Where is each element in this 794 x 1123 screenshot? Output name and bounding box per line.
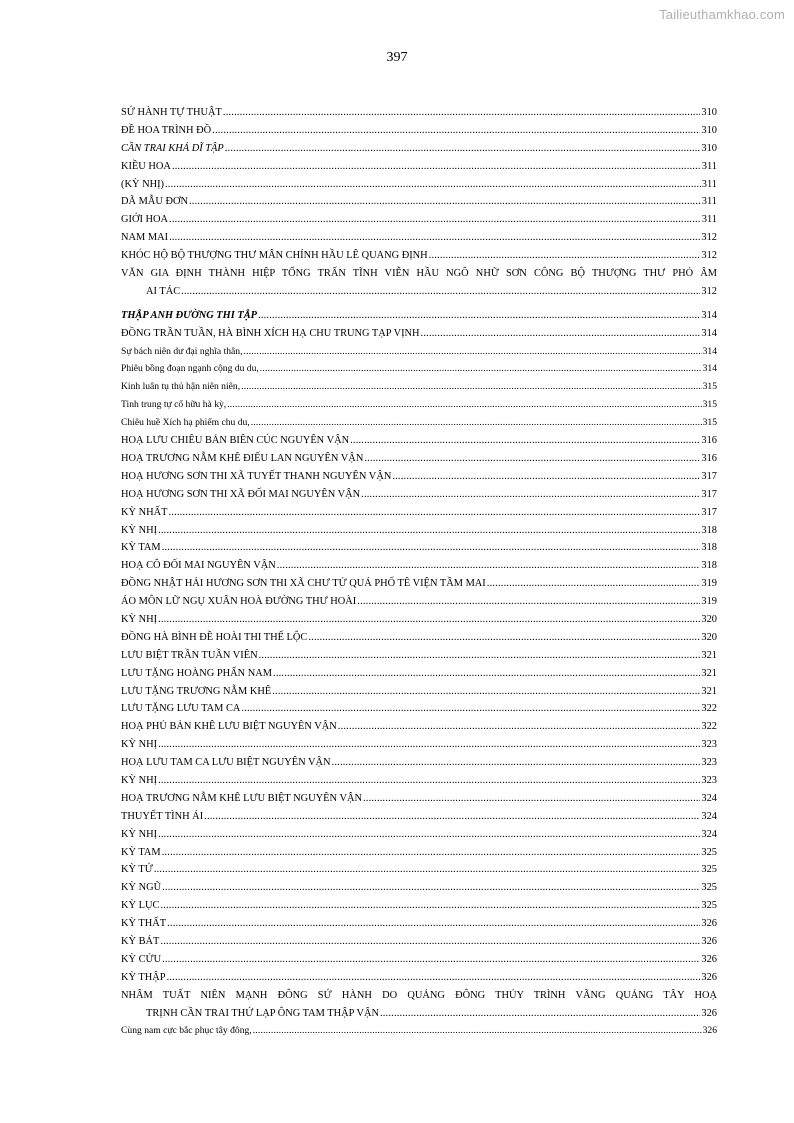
toc-entry[interactable] [121, 718, 717, 736]
toc-entry-page: 320 [701, 631, 717, 643]
toc-entry-title: KỲ NHỊ [121, 774, 158, 786]
toc-entry-page: 310 [701, 142, 717, 154]
watermark: Tailieuthamkhao.com [659, 7, 785, 22]
toc-entry-title: KỲ NHỊ [121, 828, 158, 840]
toc-entry[interactable] [121, 754, 717, 772]
toc-entry-page: 321 [701, 685, 717, 697]
toc-entry-page: 311 [701, 178, 717, 190]
dot-leader [158, 611, 700, 629]
toc-entry-title: ĐỀ HOA TRÌNH ĐỒ [121, 124, 212, 136]
toc-entry-page: 325 [701, 900, 717, 912]
toc-entry-page: 317 [701, 506, 717, 518]
dot-leader [332, 754, 701, 772]
toc-entry[interactable] [121, 969, 717, 987]
dot-leader [277, 557, 701, 575]
toc-entry-title: LƯU TẶNG HOÀNG PHẤN NAM [121, 667, 273, 679]
toc-entry-page: 315 [702, 399, 717, 411]
toc-entry-page: 310 [701, 124, 717, 136]
dot-leader [158, 736, 700, 754]
dot-leader [260, 360, 702, 378]
toc-entry-page: 312 [701, 250, 717, 262]
toc-entry-page: 326 [701, 953, 717, 965]
toc-entry[interactable] [121, 987, 717, 1023]
toc-entry[interactable] [121, 140, 717, 158]
toc-entry-page: 318 [701, 524, 717, 536]
toc-entry-title: LƯU TẶNG LƯU TAM CA [121, 703, 241, 715]
dot-leader [225, 140, 701, 158]
toc-entry[interactable] [121, 450, 717, 468]
dot-leader [223, 104, 701, 122]
toc-entry-page: 323 [701, 739, 717, 751]
toc-entry[interactable] [121, 325, 717, 343]
dot-leader [212, 122, 700, 140]
toc-entry-page: 325 [701, 882, 717, 894]
toc-entry[interactable] [121, 522, 717, 540]
dot-leader [167, 915, 700, 933]
toc-entry-page: 326 [701, 971, 717, 983]
toc-entry-title: NHÂM TUẤT NIÊN MẠNH ĐÔNG SỨ HÀNH DO QUẢNG ĐÔNG THỦY TRÌNH VÃNG QUẢNG TÂY HOẠ [121, 989, 717, 1001]
toc-entry-page: 321 [701, 649, 717, 661]
toc-entry-title: HOẠ TRƯƠNG NẪM KHÊ ĐIẾU LAN NGUYÊN VẬN [121, 452, 364, 464]
toc-entry[interactable] [121, 629, 717, 647]
dot-leader [227, 396, 701, 414]
toc-entry[interactable] [121, 229, 717, 247]
toc-entry-page: 317 [701, 470, 717, 482]
toc-entry-page: 318 [701, 542, 717, 554]
dot-leader [392, 468, 700, 486]
toc-entry[interactable] [121, 122, 717, 140]
toc-entry-title: KỲ NHỊ [121, 613, 158, 625]
toc-entry-page: 314 [702, 345, 717, 357]
toc-entry-page: 325 [701, 846, 717, 858]
toc-entry[interactable] [121, 736, 717, 754]
dot-leader [380, 1005, 700, 1023]
table-of-contents [121, 104, 717, 1040]
toc-entry-page: 322 [701, 721, 717, 733]
dot-leader [162, 879, 700, 897]
toc-entry[interactable] [121, 611, 717, 629]
toc-entry[interactable] [121, 808, 717, 826]
toc-entry[interactable] [121, 247, 717, 265]
toc-entry-title: KHÓC HỘ BỘ THƯỢNG THƯ MÂN CHÍNH HẦU LÊ QUANG ĐỊNH [121, 250, 428, 262]
toc-entry-title: KỲ NHẤT [121, 506, 168, 518]
toc-entry-title: KỲ THẬP [121, 971, 166, 983]
toc-entry-title: GIỚI HOA [121, 214, 169, 226]
toc-entry[interactable] [121, 790, 717, 808]
toc-entry-page: 326 [701, 1007, 717, 1019]
toc-entry-page: 317 [701, 488, 717, 500]
toc-entry-page: 314 [701, 327, 717, 339]
toc-entry-title: KỲ NHỊ [121, 739, 158, 751]
dot-leader [189, 193, 701, 211]
toc-entry-page: 321 [701, 667, 717, 679]
dot-leader [172, 158, 701, 176]
toc-entry[interactable] [121, 158, 717, 176]
toc-entry[interactable] [121, 1022, 717, 1040]
toc-entry-title: KỲ NHỊ [121, 524, 158, 536]
toc-entry-page: 312 [701, 285, 717, 297]
dot-leader [154, 861, 701, 879]
toc-entry-title: Phiêu bồng đoạn ngạnh cộng du du, [121, 363, 259, 375]
toc-entry-title: THUYẾT TÌNH ÁI [121, 810, 204, 822]
dot-leader [165, 176, 701, 194]
toc-entry-page: 319 [701, 596, 717, 608]
dot-leader [253, 1022, 702, 1040]
dot-leader [487, 575, 701, 593]
toc-entry-title: HOẠ PHỦ BẢN KHÊ LƯU BIỆT NGUYÊN VẬN [121, 721, 337, 733]
toc-entry-title: CẦN TRAI KHẢ DĨ TẬP [121, 142, 224, 154]
toc-entry[interactable] [121, 772, 717, 790]
toc-entry-page: 310 [701, 107, 717, 118]
toc-entry-title: HOẠ LƯU TAM CA LƯU BIỆT NGUYÊN VẬN [121, 757, 331, 769]
toc-entry-page: 324 [701, 792, 717, 804]
toc-entry-title: HOẠ TRƯƠNG NẪM KHÊ LƯU BIỆT NGUYÊN VẬN [121, 792, 362, 804]
dot-leader [363, 790, 700, 808]
toc-entry-title: ĐỒNG HÀ BÌNH ĐỀ HOÀI THI THẾ LỘC [121, 631, 308, 643]
toc-entry[interactable] [121, 396, 717, 414]
toc-entry[interactable] [121, 265, 717, 301]
dot-leader [158, 772, 700, 790]
toc-entry-page: 319 [701, 578, 717, 590]
toc-entry-page: 311 [701, 196, 717, 208]
toc-entry[interactable] [121, 378, 717, 396]
toc-entry-title: KỲ LỤC [121, 900, 160, 912]
toc-entry-page: 316 [701, 452, 717, 464]
dot-leader [160, 933, 700, 951]
toc-entry-title: Sự bách niên dư đại nghĩa thân, [121, 345, 243, 357]
toc-entry-title: KỲ TAM [121, 846, 161, 858]
toc-entry[interactable] [121, 951, 717, 969]
toc-entry-title: KỲ BÁT [121, 935, 160, 947]
toc-entry-title: KỲ THẤT [121, 918, 167, 930]
toc-entry[interactable] [121, 933, 717, 951]
toc-entry[interactable] [121, 700, 717, 718]
toc-entry[interactable] [121, 307, 717, 325]
toc-entry-page: 312 [701, 232, 717, 244]
toc-entry-title: KIỀU HOA [121, 160, 171, 172]
toc-entry[interactable] [121, 104, 717, 122]
toc-entry-page: 326 [701, 918, 717, 930]
toc-entry-title: SỨ HÀNH TỰ THUẬT [121, 107, 222, 118]
dot-leader [162, 844, 701, 862]
dot-leader [241, 700, 700, 718]
toc-entry-title: Chiêu huề Xích hạ phiếm chu du, [121, 417, 250, 429]
toc-entry[interactable] [121, 211, 717, 229]
toc-entry-page: 322 [701, 703, 717, 715]
toc-entry-title: DÃ MẪU ĐƠN [121, 196, 188, 208]
toc-entry[interactable] [121, 879, 717, 897]
toc-entry-title: LƯU BIỆT TRẦN TUẦN VIÊN [121, 649, 258, 661]
toc-entry[interactable] [121, 360, 717, 378]
toc-entry-page: 311 [701, 214, 717, 226]
dot-leader [364, 450, 700, 468]
dot-leader [350, 432, 700, 450]
toc-entry[interactable] [121, 193, 717, 211]
toc-entry-page: 325 [701, 864, 717, 876]
toc-entry-title: HOẠ LƯU CHIÊU BẢN BIÊN CÚC NGUYÊN VẬN [121, 435, 350, 447]
toc-entry[interactable] [121, 486, 717, 504]
toc-entry-page: 314 [701, 309, 717, 321]
dot-leader [361, 486, 700, 504]
toc-entry-title: Kinh luân tụ thủ hận niên niên, [121, 381, 241, 393]
dot-leader [168, 504, 700, 522]
toc-entry[interactable] [121, 343, 717, 361]
toc-entry[interactable] [121, 683, 717, 701]
toc-entry-title: HOẠ HƯƠNG SƠN THI XÃ ĐỐI MAI NGUYÊN VẬN [121, 488, 361, 500]
dot-leader [259, 647, 701, 665]
toc-entry[interactable] [121, 468, 717, 486]
toc-entry[interactable] [121, 504, 717, 522]
toc-entry-title: HOẠ CÔ ĐỐI MAI NGUYÊN VẬN [121, 560, 276, 572]
toc-entry[interactable] [121, 826, 717, 844]
dot-leader [308, 629, 700, 647]
toc-entry-title-continued: AI TÁC [146, 285, 181, 297]
dot-leader [204, 808, 700, 826]
dot-leader [272, 683, 700, 701]
toc-entry-title: Tinh trung tự cổ hữu hà kỳ, [121, 399, 227, 411]
toc-entry[interactable] [121, 539, 717, 557]
toc-entry-title: HOẠ HƯƠNG SƠN THI XÃ TUYẾT THANH NGUYÊN VẬN [121, 470, 392, 482]
toc-entry[interactable] [121, 176, 717, 194]
dot-leader [167, 969, 701, 987]
toc-entry-page: 318 [701, 560, 717, 572]
toc-entry-title: NAM MAI [121, 232, 169, 244]
toc-entry-page: 314 [702, 363, 717, 375]
dot-leader [244, 343, 702, 361]
dot-leader [251, 414, 702, 432]
toc-entry-page: 323 [701, 757, 717, 769]
dot-leader [258, 307, 700, 325]
toc-entry-title: KỲ TAM [121, 542, 161, 554]
toc-entry-page: 320 [701, 613, 717, 625]
toc-entry[interactable] [121, 861, 717, 879]
toc-entry-title: KỲ CỬU [121, 953, 162, 965]
toc-entry-title: KỲ TỨ [121, 864, 153, 876]
dot-leader [160, 897, 700, 915]
toc-entry[interactable] [121, 575, 717, 593]
page-number: 397 [386, 50, 408, 65]
dot-leader [273, 665, 700, 683]
dot-leader [429, 247, 701, 265]
toc-entry[interactable] [121, 593, 717, 611]
dot-leader [158, 826, 700, 844]
toc-entry-title: Cùng nam cực bắc phục tây đông, [121, 1025, 252, 1037]
toc-entry-title: LƯU TẶNG TRƯƠNG NẪM KHÊ [121, 685, 272, 697]
toc-entry-title: VĂN GIA ĐỊNH THÀNH HIỆP TỔNG TRẤN TĨNH VIỄN HẦU NGÔ NHỮ SƠN CÔNG BỘ THƯỢNG THƯ PHỎ ÂM [121, 268, 717, 280]
toc-entry-page: 315 [702, 417, 717, 429]
dot-leader [162, 539, 701, 557]
toc-entry[interactable] [121, 897, 717, 915]
dot-leader [357, 593, 700, 611]
dot-leader [181, 283, 700, 301]
toc-entry-page: 326 [702, 1025, 717, 1037]
toc-entry-page: 323 [701, 774, 717, 786]
toc-entry[interactable] [121, 665, 717, 683]
toc-entry-page: 311 [701, 160, 717, 172]
toc-entry[interactable] [121, 432, 717, 450]
toc-entry-title: ĐỒNG NHẬT HẢI HƯƠNG SƠN THI XÃ CHƯ TỬ QUÁ PHỐ TÊ VIỆN TẦM MAI [121, 578, 486, 590]
toc-entry-title-continued: TRỊNH CẦN TRAI THỨ LẠP ÔNG TAM THẬP VẬN [146, 1007, 379, 1019]
toc-entry-page: 324 [701, 828, 717, 840]
toc-entry-page: 316 [701, 435, 717, 447]
toc-entry-title: KỲ NGŨ [121, 882, 162, 894]
toc-entry-page: 324 [701, 810, 717, 822]
dot-leader [338, 718, 701, 736]
toc-entry[interactable] [121, 414, 717, 432]
toc-entry[interactable] [121, 647, 717, 665]
dot-leader [169, 229, 700, 247]
dot-leader [158, 522, 700, 540]
dot-leader [162, 951, 700, 969]
dot-leader [169, 211, 701, 229]
toc-entry-page: 315 [702, 381, 717, 393]
toc-entry-title: (KỲ NHỊ) [121, 178, 164, 190]
toc-entry-title: THẬP ANH ĐƯỜNG THI TẬP [121, 309, 258, 321]
toc-entry-title: ĐỒNG TRẦN TUẦN, HÀ BÌNH XÍCH HẠ CHU TRUNG TẠP VỊNH [121, 327, 420, 339]
toc-entry[interactable] [121, 915, 717, 933]
toc-entry-title: ÁO MÔN LỮ NGỤ XUÂN HOÀ ĐƯỜNG THƯ HOÀI [121, 596, 357, 608]
toc-entry[interactable] [121, 844, 717, 862]
dot-leader [241, 378, 702, 396]
toc-entry[interactable] [121, 557, 717, 575]
dot-leader [421, 325, 701, 343]
toc-entry-page: 326 [701, 935, 717, 947]
